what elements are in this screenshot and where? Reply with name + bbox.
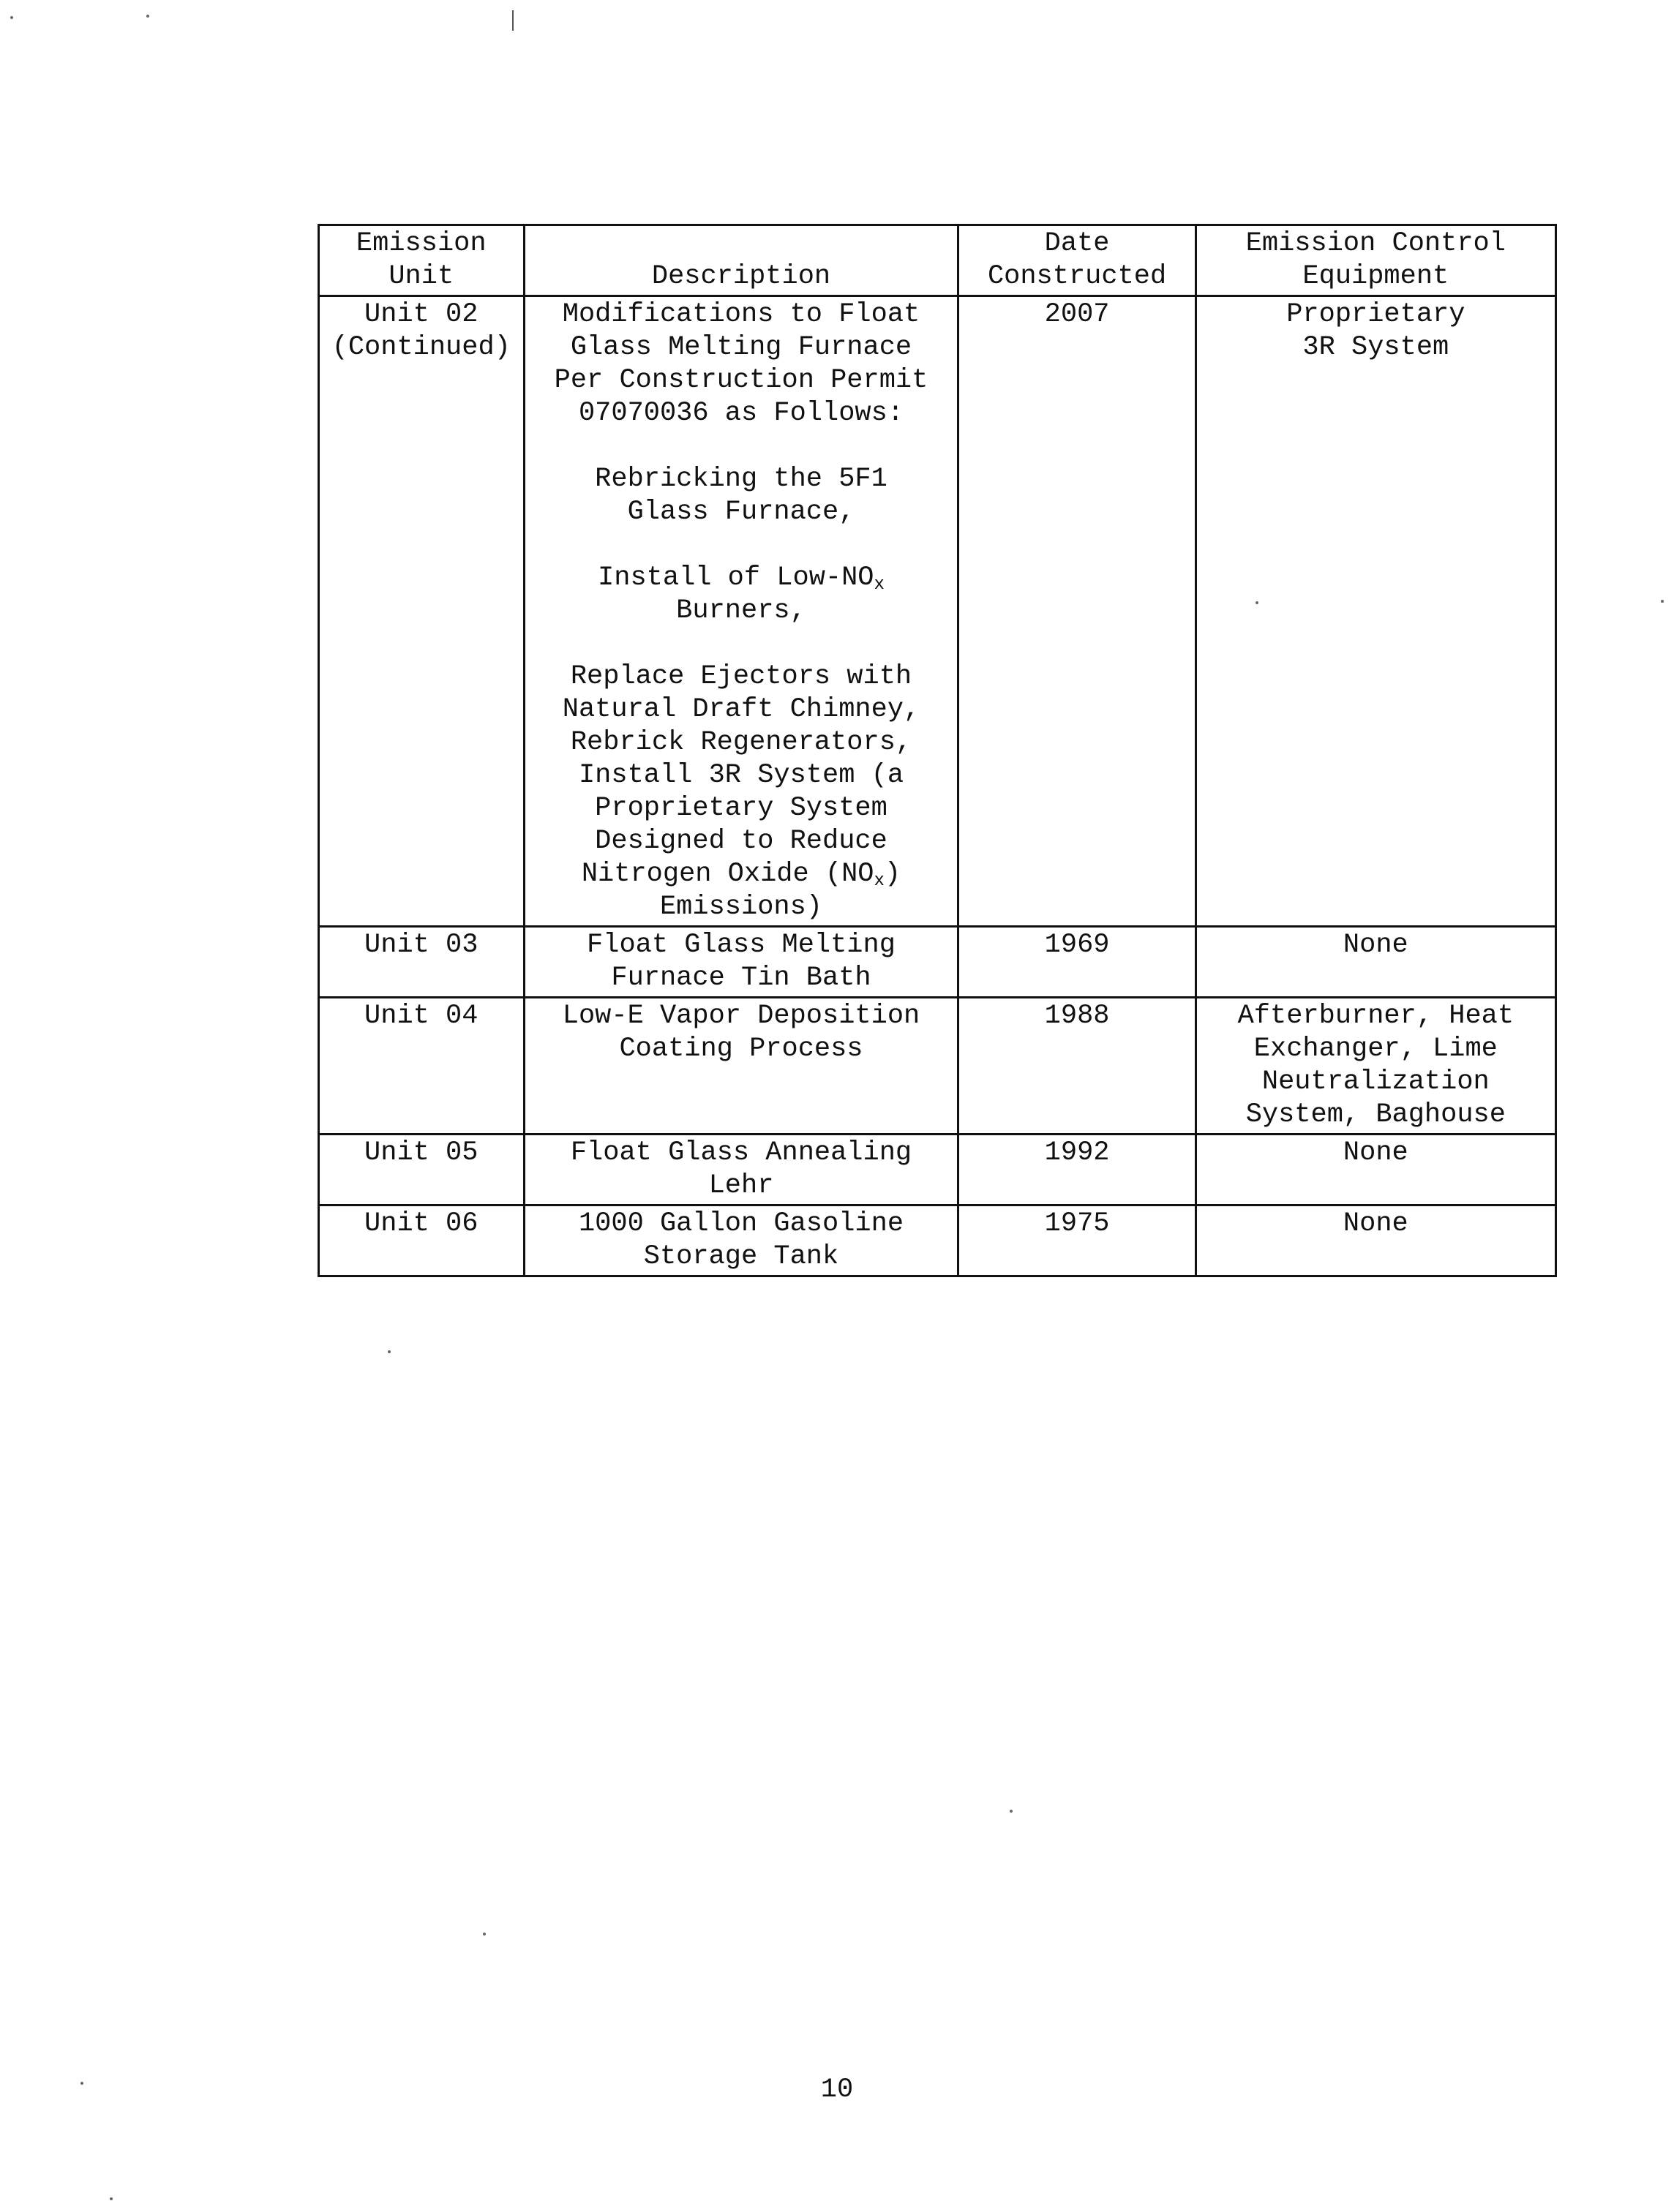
scan-speck [1661, 600, 1664, 603]
table-row [319, 296, 1556, 927]
scan-speck [483, 1933, 486, 1936]
cell-date: 1969 [958, 927, 1196, 998]
cell-unit: Unit 05 [319, 1135, 525, 1205]
scan-speck [146, 15, 149, 18]
header-description: Description [524, 225, 958, 296]
cell-date: 1988 [958, 998, 1196, 1135]
low-nox-line: Install of Low-$NO_x$ [598, 563, 885, 595]
cell-description: Float Glass Melting Furnace Tin Bath [524, 927, 958, 998]
cell-unit: Unit 03 [319, 927, 525, 998]
page-number: 10 [820, 2074, 854, 2105]
emission-units-table [318, 224, 1557, 1277]
table-header-row [319, 225, 1556, 296]
scan-mark [512, 10, 514, 31]
cell-description: 1000 Gallon Gasoline Storage Tank [524, 1205, 958, 1276]
cell-description: Low-E Vapor Deposition Coating Process [524, 998, 958, 1135]
scan-speck [10, 16, 13, 19]
cell-unit: Unit 06 [319, 1205, 525, 1276]
table-row [319, 1205, 1556, 1276]
header-emission-control-equipment: Emission Control Equipment [1196, 225, 1555, 296]
cell-description: Float Glass Annealing Lehr [524, 1135, 958, 1205]
cell-date: 1992 [958, 1135, 1196, 1205]
cell-control: None [1196, 927, 1555, 998]
cell-date: 2007 [958, 296, 1196, 927]
nox-line: Nitrogen Oxide $(NO_x)$ [581, 859, 901, 891]
cell-control: None [1196, 1205, 1555, 1276]
cell-unit: Unit 02 (Continued) [319, 296, 525, 927]
scan-speck [1010, 1810, 1013, 1813]
scan-speck [388, 1350, 391, 1353]
header-date-constructed: Date Constructed [958, 225, 1196, 296]
cell-control: Afterburner, Heat Exchanger, Lime Neutralization System, Baghouse [1196, 998, 1555, 1135]
cell-description: Modifications to Float Glass Melting Furnace Per Construction Permit 07070036 as Follows: Rebricking the 5F1 Glass Furnace, Install of Low-$NO_x$ Burners, Replace Ejectors with Natural Draft Chimney, Rebrick Regenerators, Install 3R System (a Proprietary System Designed to Reduce Nitrogen Oxide $(NO_x)$ Emissions) [524, 296, 958, 927]
table-row [319, 998, 1556, 1135]
cell-unit: Unit 04 [319, 998, 525, 1135]
scan-speck [110, 2197, 113, 2200]
scan-speck [80, 2082, 83, 2085]
table-row [319, 1135, 1556, 1205]
table-row [319, 927, 1556, 998]
cell-date: 1975 [958, 1205, 1196, 1276]
cell-control: Proprietary 3R System [1196, 296, 1555, 927]
header-emission-unit: Emission Unit [319, 225, 525, 296]
cell-control: None [1196, 1135, 1555, 1205]
